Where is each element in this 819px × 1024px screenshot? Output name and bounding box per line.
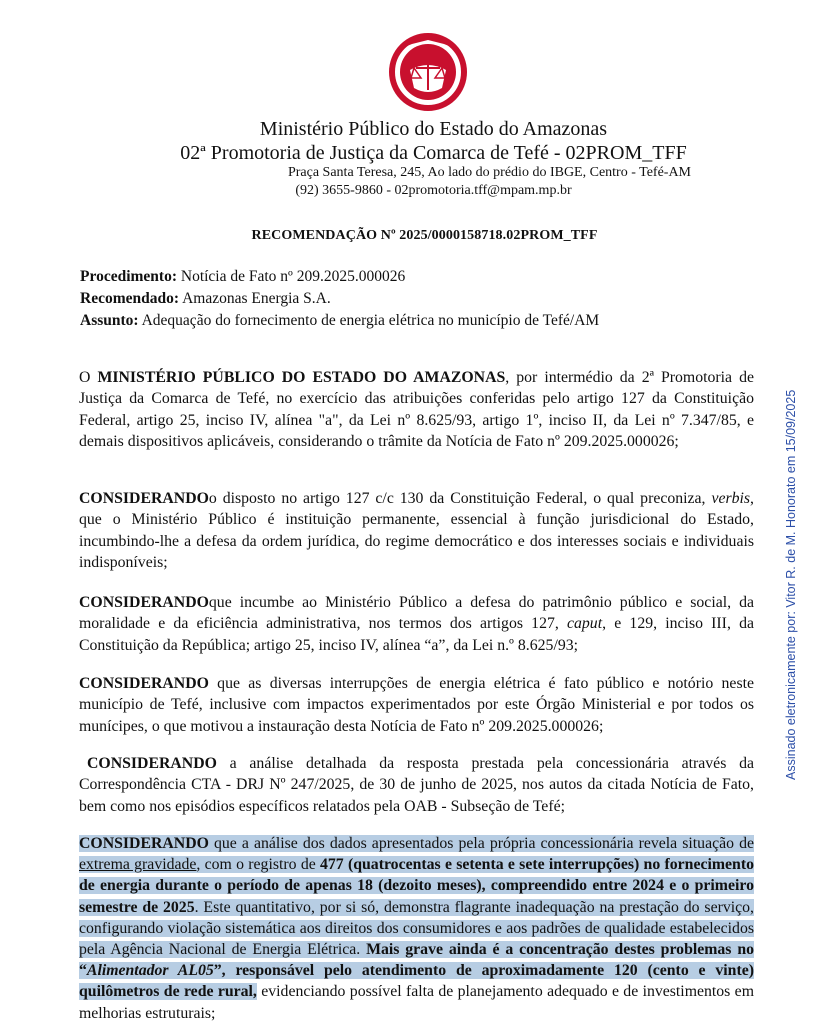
p6-text-c: . Este quantitativo, por si só, demonstra flagrante inadequação na prestação do serviço, configurando violação sistemática aos direitos dos consumidores e aos padrões de qualidade estabelecidos pela Agência Nacional de Energia Elétrica.	[79, 898, 754, 959]
p6-bold-3: ”, responsável pelo atendimento de aproximadamente 120 (cento e vinte) quilômetros de rede rural,	[79, 962, 754, 1001]
mpam-seal-logo	[388, 30, 468, 112]
p6-text-a: que a análise dos dados apresentados pela própria concessionária revela situação de	[208, 835, 754, 852]
p6-text-d: evidenciando possível falta de planejamento adequado e de investimentos em melhorias estruturais;	[79, 983, 754, 1022]
preamble-text: , por intermédio da 2ª Promotoria de Justiça da Comarca de Tefé, no exercício das atribuições conferidas pelo artigo 127 da Constituição Federal, artigo 25, inciso IV, alínea "a", da Lei nº 8.625/93, artigo 1º, inciso II, da Lei nº 7.347/85, e demais dispositivos aplicáveis, considerando o trâmite da Notícia de Fato nº 209.2025.000026;	[79, 369, 754, 450]
preamble-lead: O	[79, 369, 98, 386]
p6-bold-italic: Alimentador AL05	[86, 962, 214, 980]
considerando-label: CONSIDERANDO	[79, 675, 209, 692]
recomendado-line	[80, 290, 331, 308]
considerando-paragraph-2	[79, 592, 754, 656]
assunto-label: Assunto:	[80, 312, 139, 329]
p6-bold-1: 477 (quatrocentas e setenta e sete interrupções) no fornecimento de energia durante o período de apenas 18 (dezoito meses), compreendido entre 2024 e o primeiro semestre de 2025	[79, 856, 754, 916]
p3-text-a: que incumbe ao Ministério Público a defesa do patrimônio público e social, da moralidade e da eficiência administrativa, nos termos dos artigos 127,	[79, 594, 754, 633]
considerando-paragraph-3	[79, 673, 754, 737]
p4-text: que as diversas interrupções de energia elétrica é fato público e notório neste município de Tefé, inclusive com impactos experimentados por este Órgão Ministerial e por todos os munícipes, o que motivou a instauração desta Notícia de Fato nº 209.2025.000026;	[79, 675, 754, 735]
procedimento-line	[80, 268, 405, 286]
considerando-label: CONSIDERANDO	[87, 755, 217, 772]
procedimento-value: Notícia de Fato nº 209.2025.000026	[180, 268, 406, 285]
office-name: 02ª Promotoria de Justiça da Comarca de Tefé - 02PROM_TFF	[180, 142, 687, 164]
p2-italic: verbis	[711, 490, 751, 507]
p2-text-b: , que o Ministério Público é instituição permanente, essencial à função jurisdicional do Estado, incumbindo-lhe a defesa da ordem jurídica, do regime democrático e dos interesses sociais e individuais indisponíveis;	[79, 490, 754, 571]
p3-italic: caput	[567, 615, 603, 633]
recomendado-value: Amazonas Energia S.A.	[182, 290, 331, 307]
electronic-signature-note: Assinado eletronicamente por: Vitor R. de M. Honorato em 15/09/2025	[784, 389, 798, 780]
p2-text-a: o disposto no artigo 127 c/c 130 da Constituição Federal, o qual preconiza,	[208, 490, 712, 507]
considerando-paragraph-1	[79, 488, 754, 573]
assunto-value: Adequação do fornecimento de energia elétrica no município de Tefé/AM	[141, 312, 600, 329]
considerando-label: CONSIDERANDO	[79, 490, 209, 507]
p3-text-b: , e 129, inciso III, da Constituição da República; artigo 25, inciso IV, alínea “a”, da Lei n.º 8.625/93;	[79, 615, 754, 654]
considerando-label: CONSIDERANDO	[79, 835, 209, 852]
considerando-paragraph-5-highlighted	[79, 833, 754, 1024]
institution-name: Ministério Público do Estado do Amazonas	[259, 118, 608, 140]
considerando-label: CONSIDERANDO	[79, 594, 209, 611]
preamble-paragraph	[79, 367, 754, 452]
assunto-line	[80, 312, 599, 330]
p5-text: a análise detalhada da resposta prestada pela concessionária através da Correspondência CTA - DRJ Nº 247/2025, de 30 de junho de 2025, nos autos da citada Notícia de Fato, bem como nos episódios específicos relatados pela OAB - Subseção de Tefé;	[79, 755, 754, 815]
recomendado-label: Recomendado:	[80, 290, 180, 307]
office-contact: (92) 3655-9860 - 02promotoria.tff@mpam.mp.br	[295, 183, 572, 198]
institution-bold: MINISTÉRIO PÚBLICO DO ESTADO DO AMAZONAS	[97, 369, 506, 386]
recommendation-title: RECOMENDAÇÃO Nº 2025/0000158718.02PROM_TFF	[251, 228, 598, 243]
office-address: Praça Santa Teresa, 245, Ao lado do prédio do IBGE, Centro - Tefé-AM	[287, 165, 692, 180]
procedimento-label: Procedimento:	[80, 268, 177, 285]
p6-bold-2: Mais grave ainda é a concentração destes problemas no “	[79, 941, 755, 980]
p6-underline: extrema gravidade	[79, 856, 197, 874]
considerando-paragraph-4	[79, 753, 754, 817]
p6-text-b: , com o registro de	[196, 856, 320, 874]
